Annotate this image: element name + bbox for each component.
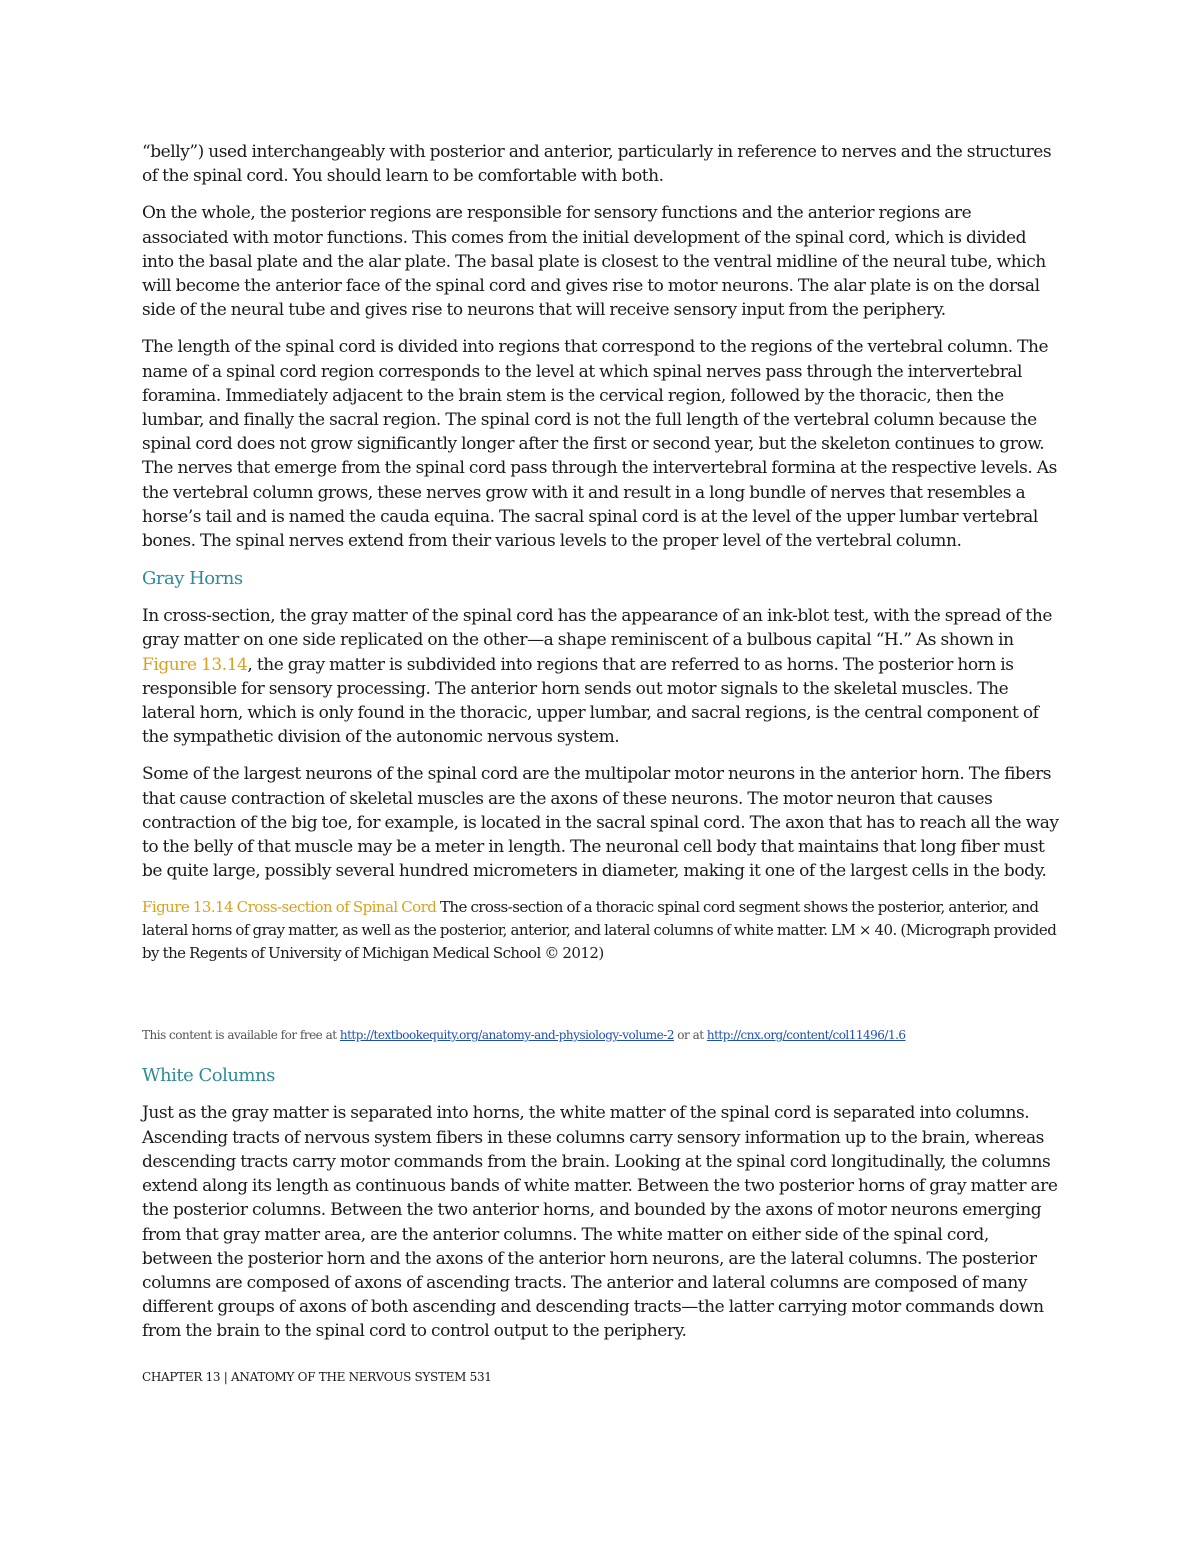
figure-reference-link[interactable]: Figure 13.14 [142, 654, 248, 675]
gray-horns-text-before-ref: In cross-section, the gray matter of the spinal cord has the appearance of an ink-blot test, with the spread of the gray matter on one side replicated on the other—a shape reminiscent of a bulbous capital “H.” As shown in [142, 606, 1052, 651]
heading-white-columns: White Columns [142, 1065, 275, 1087]
source-note-prefix: This content is available for free at [142, 1028, 340, 1043]
heading-gray-horns: Gray Horns [142, 568, 243, 590]
source-note-middle: or at [673, 1028, 707, 1043]
paragraph-spinal-cord-length: The length of the spinal cord is divided into regions that correspond to the regions of the vertebral column. The name of a spinal cord region corresponds to the level at which spinal nerves pass through the intervertebral foramina. Immediately adjacent to the brain stem is the cervical region, followed by the thoracic, then the lumbar, and finally the sacral region. The spinal cord is not the full length of the vertebral column because the spinal cord does not grow significantly longer after the first or second year, but the skeleton continues to grow. The nerves that emerge from the spinal cord pass through the intervertebral formina at the respective levels. As the vertebral column grows, these nerves grow with it and result in a long bundle of nerves that resembles a horse’s tail and is named the cauda equina. The sacral spinal cord is at the level of the upper lumbar vertebral bones. The spinal nerves extend from their various levels to the proper level of the vertebral column. [142, 337, 1057, 552]
page-footer: CHAPTER 13 | ANATOMY OF THE NERVOUS SYSTEM 531 [142, 1370, 492, 1384]
source-note [142, 1027, 1060, 1043]
figure-caption-text: The cross-section of a thoracic spinal cord segment shows the posterior, anterior, and lateral horns of gray matter, as well as the posterior, anterior, and lateral columns of white matter. LM × 40. (Micrograph provided by the Regents of University of Michigan Medical School © 2012) [142, 898, 1057, 963]
paragraph-white-columns: Just as the gray matter is separated into horns, the white matter of the spinal cord is separated into columns. Ascending tracts of nervous system fibers in these columns carry sensory information up to the brain, whereas descending tracts carry motor commands from the brain. Looking at the spinal cord longitudinally, the columns extend along its length as continuous bands of white matter. Between the two posterior horns of gray matter are the posterior columns. Between the two anterior horns, and bounded by the axons of motor neurons emerging from that gray matter area, are the anterior columns. The white matter on either side of the spinal cord, between the posterior horn and the axons of the anterior horn neurons, are the lateral columns. The posterior columns are composed of axons of ascending tracts. The anterior and lateral columns are composed of many different groups of axons of both ascending and descending tracts—the latter carrying motor commands down from the brain to the spinal cord to control output to the periphery. [142, 1103, 1058, 1342]
source-link-cnx[interactable]: http://cnx.org/content/col11496/1.6 [706, 1028, 906, 1043]
source-link-textbookequity[interactable]: http://textbookequity.org/anatomy-and-physiology-volume-2 [339, 1028, 674, 1043]
page-content [142, 140, 1060, 1357]
figure-caption-label: Figure 13.14 Cross-section of Spinal Cord [142, 898, 437, 917]
paragraph-gray-horns-1 [142, 604, 1060, 749]
figure-caption [142, 896, 1060, 965]
paragraph-intro-continuation: “belly”) used interchangeably with posterior and anterior, particularly in reference to nerves and the structures of the spinal cord. You should learn to be comfortable with both. [142, 142, 1052, 187]
paragraph-posterior-anterior: On the whole, the posterior regions are responsible for sensory functions and the anterior regions are associated with motor functions. This comes from the initial development of the spinal cord, which is divided into the basal plate and the alar plate. The basal plate is closest to the ventral midline of the neural tube, which will become the anterior face of the spinal cord and gives rise to motor neurons. The alar plate is on the dorsal side of the neural tube and gives rise to neurons that will receive sensory input from the periphery. [142, 203, 1046, 321]
paragraph-gray-horns-2: Some of the largest neurons of the spinal cord are the multipolar motor neurons in the anterior horn. The fibers that cause contraction of skeletal muscles are the axons of these neurons. The motor neuron that causes contraction of the big toe, for example, is located in the sacral spinal cord. The axon that has to reach all the way to the belly of that muscle may be a meter in length. The neuronal cell body that maintains that long fiber must be quite large, possibly several hundred micrometers in diameter, making it one of the largest cells in the body. [142, 764, 1059, 882]
gray-horns-text-after-ref: , the gray matter is subdivided into regions that are referred to as horns. The posterior horn is responsible for sensory processing. The anterior horn sends out motor signals to the skeletal muscles. The lateral horn, which is only found in the thoracic, upper lumbar, and sacral regions, is the central component of the sympathetic division of the autonomic nervous system. [142, 654, 1039, 748]
